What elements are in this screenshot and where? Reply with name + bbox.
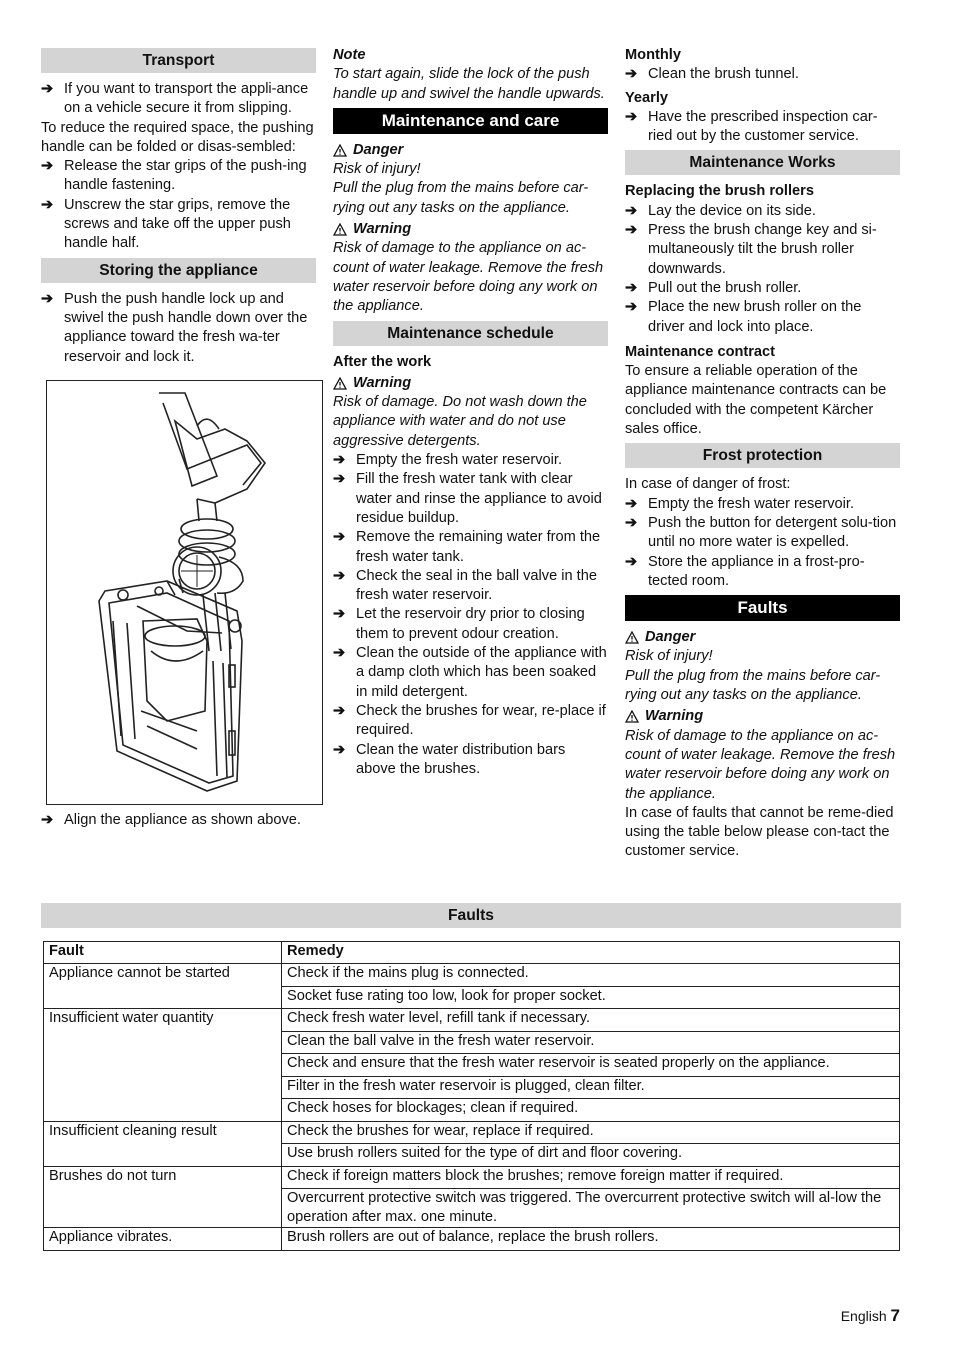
contract-title: Maintenance contract [625,343,776,360]
footer-language: English [840,1308,887,1324]
remedy-cell: Use brush rollers suited for the type of dirt and floor covering. [282,1144,900,1167]
list-item: ➔ Let the reservoir dry prior to closing them to prevent odour creation. [333,606,585,642]
list-item: ➔ Check the brushes for wear, re-place if required. [333,702,606,739]
remedy-cell: Check if foreign matters block the brushes; remove foreign matter if required. [282,1166,900,1189]
arrow-icon: ➔ [333,471,346,488]
arrow-icon: ➔ [625,299,638,316]
header-fault: Fault [44,942,282,964]
warning-triangle-icon [333,223,347,236]
list-item: ➔ Release the star grips of the push-ing handle fastening. [41,158,307,194]
list-item: ➔ Store the appliance in a frost-pro-tected room. [625,553,865,589]
list-item: ➔ Remove the remaining water from the fresh water tank. [333,529,601,565]
remedy-cell: Brush rollers are out of balance, replace the brush rollers. [282,1228,900,1251]
warning2-title: Warning [333,374,608,393]
warning-text: Risk of damage to the appliance on ac-count of water leakage. Remove the fresh water reservoir before doing any work on the appliance. [333,240,604,315]
danger-line2: Pull the plug from the mains before car-rying out any tasks on the appliance. [625,667,881,704]
page-number: 7 [890,1306,900,1325]
contract-text: To ensure a reliable operation of the appliance maintenance contracts can be concluded with the competent Kärcher sales office. [625,363,887,438]
arrow-icon: ➔ [625,222,638,239]
table-header-row [44,942,900,964]
list-item: ➔ Push the push handle lock up and swivel the push handle down over the appliance toward the fresh wa-ter reservoir and lock it. [41,290,308,365]
danger-line1: Risk of injury! [333,161,421,178]
remedy-cell: Filter in the fresh water reservoir is plugged, clean filter. [282,1076,900,1099]
table-row [44,1228,900,1251]
faults-table [43,941,900,1251]
schedule-heading: Maintenance schedule [333,321,608,346]
table-row [44,1121,900,1144]
monthly-title: Monthly [625,47,681,63]
works-heading: Maintenance Works [625,150,900,175]
warning-title: Warning [625,707,900,726]
header-remedy: Remedy [282,942,900,964]
warning-text: Risk of damage to the appliance on ac-count of water leakage. Remove the fresh water reservoir before doing any work on the appliance. [625,727,896,802]
remedy-cell: Clean the ball valve in the fresh water reservoir. [282,1031,900,1054]
remedy-cell: Check fresh water level, refill tank if necessary. [282,1009,900,1032]
frost-heading: Frost protection [625,443,900,468]
table-row [44,1166,900,1189]
transport-paragraph: To reduce the required space, the pushing handle can be folded or disas-sembled: [41,119,314,155]
list-item: ➔ Unscrew the star grips, remove the screws and take off the upper push handle half. [41,196,291,252]
after-work-list [333,451,608,779]
list-item: ➔ Have the prescribed inspection car-ried out by the customer service. [625,108,878,145]
note-title: Note [333,47,366,63]
list-item: ➔ Fill the fresh water tank with clear water and rinse the appliance to avoid residue buildup. [333,471,602,526]
arrow-icon: ➔ [625,66,638,83]
warning2-text: Risk of damage. Do not wash down the appliance with water and do not use aggressive detergents. [333,394,587,449]
list-item: ➔ Empty the fresh water reservoir. [625,495,900,514]
remedy-cell: Socket fuse rating too low, look for proper socket. [282,986,900,1009]
list-item: ➔ Lay the device on its side. [625,202,900,221]
danger-line2: Pull the plug from the mains before car-rying out any tasks on the appliance. [333,180,589,216]
arrow-icon: ➔ [333,529,346,546]
danger-title: Danger [333,141,608,160]
column-right [625,44,900,862]
storing-heading: Storing the appliance [41,258,316,283]
arrow-icon: ➔ [625,495,638,512]
faults-table-title: Faults [41,903,901,928]
arrow-icon: ➔ [333,567,346,584]
faults-heading: Faults [625,595,900,621]
list-item: ➔ Clean the outside of the appliance with a damp cloth which has been soaked in mild detergent. [333,645,607,700]
arrow-icon: ➔ [625,279,638,296]
list-item: ➔ Pull out the brush roller. [625,279,900,298]
column-middle [333,44,608,779]
replacing-list [625,202,900,337]
replacing-title: Replacing the brush rollers [625,183,814,200]
list-item: ➔ Empty the fresh water reservoir. [333,451,608,470]
warning-triangle-icon [625,631,639,644]
note-text: To start again, slide the lock of the push handle up and swivel the handle upwards. [333,66,605,102]
list-item: ➔ Check the seal in the ball valve in the fresh water reservoir. [333,567,597,604]
page-footer [841,1306,900,1326]
remedy-cell: Check hoses for blockages; clean if required. [282,1099,900,1122]
table-row [44,1009,900,1032]
arrow-icon: ➔ [333,645,346,662]
list-item: ➔ Place the new brush roller on the driver and lock into place. [625,299,862,335]
arrow-icon: ➔ [41,196,54,213]
arrow-icon: ➔ [333,702,346,719]
warning-triangle-icon [333,377,347,390]
fault-cell: Brushes do not turn [44,1166,282,1228]
column-left [41,44,316,830]
fault-cell: Insufficient cleaning result [44,1121,282,1166]
list-item: ➔ Clean the brush tunnel. [625,65,900,84]
maintenance-heading: Maintenance and care [333,108,608,134]
danger-title: Danger [625,628,900,647]
arrow-icon: ➔ [41,290,54,307]
remedy-cell: Overcurrent protective switch was triggered. The overcurrent protective switch will al-low the operation after max. one minute. [282,1189,900,1228]
transport-heading: Transport [41,48,316,73]
list-item: ➔ Align the appliance as shown above. [41,811,316,830]
warning-title: Warning [333,220,608,239]
arrow-icon: ➔ [625,108,638,125]
warning-triangle-icon [625,710,639,723]
arrow-icon: ➔ [41,81,54,97]
fault-cell: Insufficient water quantity [44,1009,282,1122]
yearly-title: Yearly [625,89,669,106]
list-item: ➔ Clean the water distribution bars above the brushes. [333,741,566,777]
remedy-cell: Check and ensure that the fresh water reservoir is seated properly on the appliance. [282,1054,900,1077]
appliance-figure [46,380,323,805]
warning-triangle-icon [333,144,347,157]
remedy-cell: Check if the mains plug is connected. [282,964,900,987]
arrow-icon: ➔ [41,811,54,828]
danger-line1: Risk of injury! [625,648,713,665]
faults-table-body [44,964,900,1251]
frost-list [625,495,900,591]
arrow-icon: ➔ [41,158,54,175]
arrow-icon: ➔ [625,202,638,219]
after-work-title: After the work [333,353,432,370]
list-item: ➔ Push the button for detergent solu-tion until no more water is expelled. [625,514,897,551]
table-row [44,964,900,987]
faults-paragraph: In case of faults that cannot be reme-died using the table below please con-tact the customer service. [625,804,894,860]
arrow-icon: ➔ [333,606,346,623]
arrow-icon: ➔ [333,452,346,469]
frost-paragraph: In case of danger of frost: [625,476,791,493]
appliance-illustration [47,381,322,804]
fault-cell: Appliance vibrates. [44,1228,282,1251]
fault-cell: Appliance cannot be started [44,964,282,1009]
arrow-icon: ➔ [625,514,638,531]
arrow-icon: ➔ [625,553,638,570]
remedy-cell: Check the brushes for wear, replace if required. [282,1121,900,1144]
arrow-icon: ➔ [333,741,346,758]
list-item: ➔ Press the brush change key and si-multaneously tilt the brush roller downwards. [625,222,877,277]
list-item: ➔ If you want to transport the appli-ance on a vehicle secure it from slipping. [41,81,309,117]
